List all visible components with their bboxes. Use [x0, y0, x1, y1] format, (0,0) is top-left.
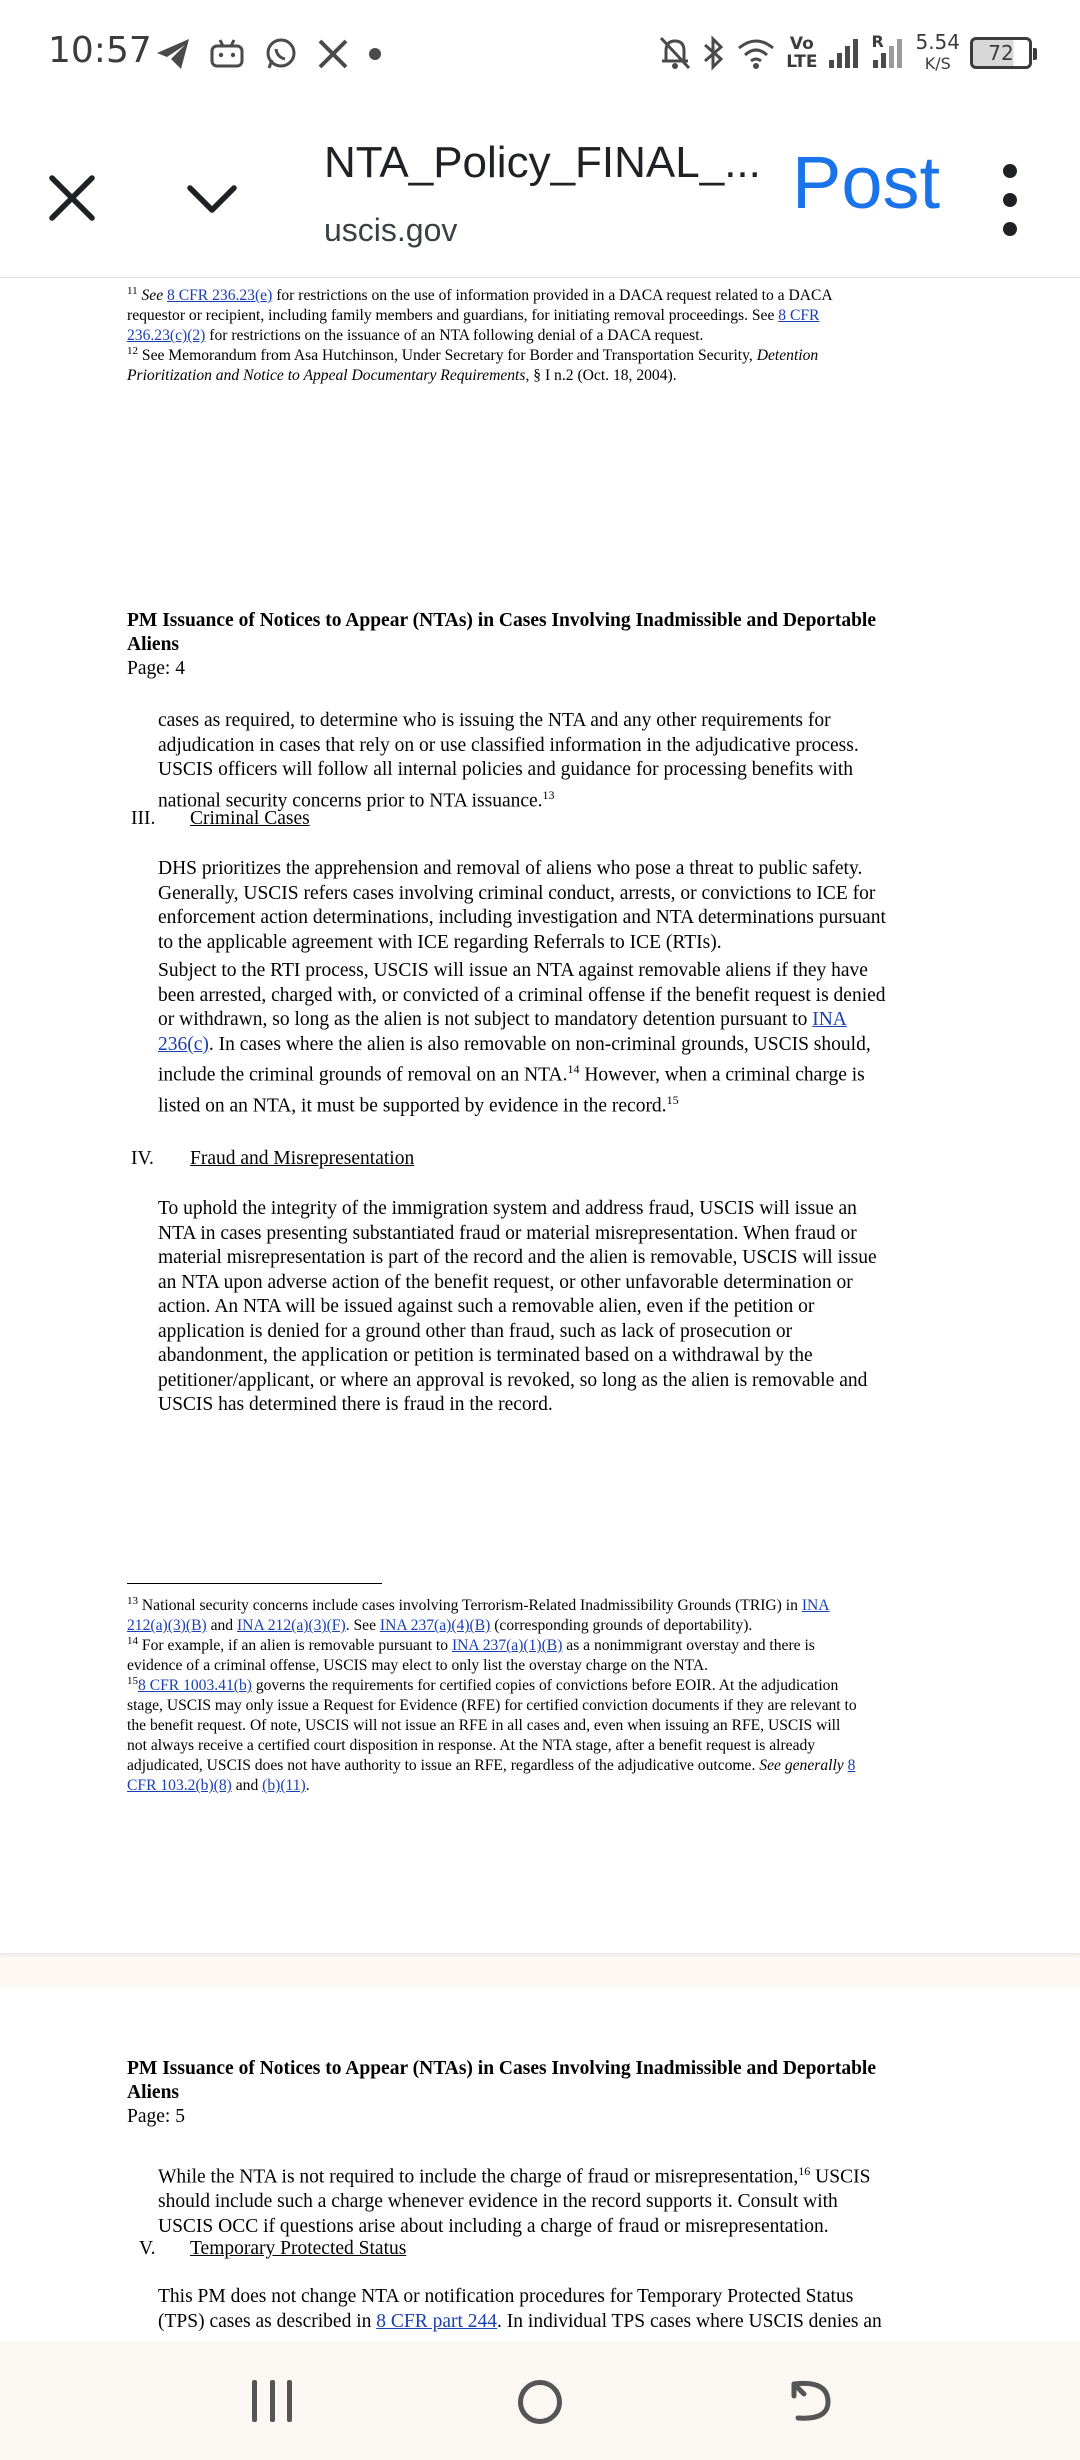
system-icons — [658, 26, 1032, 80]
title-line: Aliens — [127, 2082, 180, 2103]
paragraph — [158, 959, 958, 1119]
footnote-ref: 14 — [567, 1062, 580, 1076]
text-line: action. An NTA will be issued against such a removable alien, even if the petition or — [158, 1296, 815, 1317]
footnote-ref: 13 — [542, 787, 555, 802]
bilibili-icon — [209, 37, 245, 71]
ina-link[interactable]: INA 237(a)(4)(B) — [379, 1617, 491, 1635]
paragraph — [158, 2285, 958, 2334]
chevron-down-icon — [180, 166, 244, 230]
paragraph — [158, 857, 958, 955]
post-button[interactable]: Post — [792, 141, 941, 224]
page-header-title — [127, 609, 967, 657]
text-line: . In individual TPS cases where USCIS denies an — [497, 2310, 882, 2332]
dot-icon — [367, 46, 383, 62]
footnote-number: 12 — [127, 345, 138, 357]
close-button[interactable] — [40, 166, 104, 230]
footnote-text: and — [206, 1617, 237, 1635]
footnote-italic: See generally — [759, 1757, 844, 1775]
footnote-number: 15 — [127, 1675, 138, 1687]
text-line: abandonment, the application or petition is terminated based on a withdrawal by the — [158, 1345, 813, 1366]
back-button[interactable] — [788, 2378, 834, 2424]
ina-link[interactable]: INA — [801, 1597, 830, 1615]
signal-icon — [827, 36, 861, 70]
footnote-text: as a nonimmigrant overstay and there is — [562, 1637, 815, 1655]
battery-level: 72 — [988, 41, 1014, 65]
speed-unit: K/S — [924, 54, 951, 73]
footnote-text: (corresponding grounds of deportability). — [490, 1617, 753, 1635]
recents-button[interactable] — [252, 2380, 292, 2422]
page-number: Page: 4 — [127, 658, 185, 679]
section-label: Criminal Cases — [190, 808, 310, 829]
title-line: PM Issuance of Notices to Appear (NTAs) in Cases Involving Inadmissible and Deportable — [127, 2058, 876, 2079]
ina-link[interactable]: 212(a)(3)(B) — [127, 1617, 207, 1635]
text-line: cases as required, to determine who is issuing the NTA and any other requirements for — [158, 710, 831, 731]
page-header-title — [127, 2057, 967, 2105]
paragraph — [158, 2159, 958, 2239]
text-line: USCIS has determined there is fraud in the record. — [158, 1394, 553, 1415]
telegram-icon — [155, 37, 191, 71]
x-icon — [317, 38, 349, 70]
text-line: However, when a criminal charge is — [579, 1064, 865, 1086]
volte-indicator — [786, 35, 817, 71]
text-line: . In cases where the alien is also removable on non-criminal grounds, USCIS should, — [208, 1033, 871, 1055]
cfr-link[interactable]: 8 CFR part 244 — [376, 2310, 498, 2332]
footnote-divider — [127, 1583, 382, 1584]
home-button[interactable] — [518, 2380, 562, 2424]
footnote-text: stage, USCIS may only issue a Request for Evidence (RFE) for certified conviction documents if they are relevant to — [127, 1697, 857, 1715]
text-line: Subject to the RTI process, USCIS will issue an NTA against removable aliens if they have — [158, 960, 868, 981]
document-title: NTA_Policy_FINAL_... — [324, 138, 761, 187]
cfr-link[interactable]: (b)(11) — [262, 1777, 306, 1795]
footnote-text: , § I n.2 (Oct. 18, 2004). — [525, 367, 677, 385]
text-line: an NTA upon adverse action of the benefit request, or other unfavorable determination or — [158, 1271, 853, 1293]
footnote-text: not always receive a certified court disposition in response. At the NTA stage, after a benefit request is already — [127, 1737, 816, 1755]
text-line: adjudication in cases that rely on or use classified information in the adjudicative process. — [158, 734, 859, 756]
text-line: USCIS OCC if questions arise about including a charge of fraud or misrepresentation. — [158, 2215, 829, 2237]
footnote-14 — [127, 1631, 987, 1676]
document-viewer[interactable] — [0, 279, 1080, 2342]
text-line: petitioner/applicant, or where an approval is revoked, so long as the alien is removable and — [158, 1369, 868, 1391]
text-line: (TPS) cases as described in — [158, 2310, 377, 2332]
cfr-link[interactable]: 8 CFR — [778, 307, 820, 325]
footnote-number: 13 — [127, 1595, 138, 1607]
text-line: or withdrawn, so long as the alien is not subject to mandatory detention pursuant to — [158, 1009, 813, 1030]
footnote-15 — [127, 1671, 987, 1796]
footnote-11 — [127, 281, 987, 346]
footnote-text: for restrictions on the use of information provided in a DACA request related to a DACA — [272, 287, 833, 305]
speed-value: 5.54 — [915, 30, 960, 54]
page-number: Page: 5 — [127, 2106, 185, 2127]
footnote-text: evidence of a criminal offense, USCIS may elect to only list the overstay charge on the NTA. — [127, 1657, 709, 1675]
section-number: V. — [139, 2238, 156, 2259]
text-line: national security concerns prior to NTA issuance. — [158, 790, 543, 811]
pdf-page-4 — [0, 543, 1080, 1953]
footnote-text: the benefit request. Of note, USCIS will not issue an RFE in all cases and, even when issuing an RFE, USCIS will — [127, 1717, 841, 1735]
footnote-text: National security concerns include cases involving Terrorism-Related Inadmissibility Grounds (TRIG) in — [138, 1597, 802, 1615]
more-options-dot — [1003, 222, 1017, 236]
text-line: application is denied for a ground other than fraud, such as lack of prosecution or — [158, 1320, 793, 1342]
footnote-text: See Memorandum from Asa Hutchinson, Under Secretary for Border and Transportation Security, — [138, 347, 757, 365]
ina-link[interactable]: 236(c) — [158, 1033, 209, 1055]
more-options-dot — [1003, 164, 1017, 178]
paragraph — [158, 1197, 958, 1418]
text-line: To uphold the integrity of the immigration system and address fraud, USCIS will issue an — [158, 1198, 857, 1219]
text-line: USCIS — [810, 2166, 871, 2188]
pdf-page-5 — [0, 1987, 1080, 2342]
text-line: Generally, USCIS refers cases involving criminal conduct, arrests, or convictions to ICE for — [158, 882, 876, 904]
recents-icon — [252, 2380, 257, 2422]
ina-link[interactable]: INA — [812, 1009, 847, 1030]
more-options-dot — [1003, 193, 1017, 207]
text-line: to the applicable agreement with ICE regarding Referrals to ICE (RTIs). — [158, 931, 722, 953]
footnote-text: and — [231, 1777, 263, 1795]
footnote-number: 14 — [127, 1635, 138, 1647]
text-line: material misrepresentation is part of the record and the alien is removable, USCIS will issue — [158, 1247, 877, 1268]
document-domain: uscis.gov — [324, 212, 458, 248]
footnote-ref: 16 — [798, 2164, 811, 2178]
text-line: NTA in cases presenting substantiated fraud or material misrepresentation. When fraud or — [158, 1222, 857, 1244]
footnote-text: . — [305, 1777, 310, 1795]
status-time: 10:57 — [48, 30, 152, 71]
footnote-italic: Prioritization and Notice to Appeal Documentary Requirements — [127, 367, 526, 385]
footnote-text: See — [137, 287, 168, 305]
title-line: PM Issuance of Notices to Appear (NTAs) in Cases Involving Inadmissible and Deportable — [127, 610, 876, 631]
wifi-icon — [736, 36, 776, 70]
cfr-link[interactable]: 8 — [847, 1757, 856, 1775]
footnote-13 — [127, 1591, 987, 1636]
footnote-text: for restrictions on the issuance of an NTA following denial of a DACA request. — [205, 327, 704, 345]
viewer-header — [0, 108, 1080, 278]
battery-icon — [970, 37, 1032, 69]
text-line: should include such a charge whenever evidence in the record supports it. Consult with — [158, 2191, 838, 2212]
bluetooth-icon — [702, 35, 726, 71]
footnote-italic: Detention — [756, 347, 819, 365]
cfr-link[interactable]: CFR 103.2(b)(8) — [127, 1777, 232, 1795]
text-line: include the criminal grounds of removal on an NTA. — [158, 1064, 568, 1086]
recents-icon — [287, 2380, 292, 2422]
footnote-12 — [127, 341, 987, 386]
text-line: been arrested, charged with, or convicted of a criminal offense if the benefit request is denied — [158, 984, 886, 1006]
title-line: Aliens — [127, 634, 180, 655]
whatsapp-icon — [263, 36, 299, 72]
section-label: Fraud and Misrepresentation — [190, 1148, 415, 1169]
footnote-text: . See — [345, 1617, 380, 1635]
text-line: enforcement action determinations, including investigation and NTA determinations pursuant — [158, 907, 886, 928]
text-line: DHS prioritizes the apprehension and removal of aliens who pose a threat to public safety. — [158, 858, 863, 879]
ina-link[interactable]: INA 212(a)(3)(F) — [236, 1617, 346, 1635]
back-icon — [788, 2378, 834, 2424]
section-label: Temporary Protected Status — [190, 2238, 407, 2259]
text-line: listed on an NTA, it must be supported by evidence in the record. — [158, 1095, 667, 1117]
section-number: III. — [131, 808, 156, 829]
footnote-text: For example, if an alien is removable pursuant to — [138, 1637, 452, 1655]
roaming-label: R — [871, 32, 884, 51]
more-options-button[interactable] — [990, 164, 1030, 236]
signal-roaming-icon — [871, 32, 905, 70]
navigation-bar — [0, 2342, 1080, 2460]
recents-icon — [270, 2380, 275, 2422]
text-line: While the NTA is not required to include the charge of fraud or misrepresentation, — [158, 2166, 799, 2188]
collapse-button[interactable] — [180, 166, 244, 230]
status-bar — [0, 0, 1080, 108]
paragraph — [158, 709, 958, 814]
footnote-ref: 15 — [666, 1093, 679, 1107]
footnote-text: governs the requirements for certified copies of convictions before EOIR. At the adjudication — [251, 1677, 839, 1695]
cfr-link[interactable]: 8 CFR 236.23(e) — [167, 287, 273, 305]
ina-link[interactable]: INA 237(a)(1)(B) — [451, 1637, 563, 1655]
volte-bottom: LTE — [786, 52, 818, 72]
footnote-text: adjudicated, USCIS does not have authority to issue an RFE, regardless of the adjudicative outcome. — [127, 1757, 760, 1775]
notification-icons — [155, 30, 383, 78]
cfr-link[interactable]: 236.23(c)(2) — [127, 327, 206, 345]
footnote-number: 11 — [127, 285, 138, 297]
text-line: USCIS officers will follow all internal policies and guidance for processing benefits with — [158, 759, 853, 780]
network-speed — [915, 32, 960, 74]
volte-top: Vo — [789, 34, 814, 54]
text-line: This PM does not change NTA or notification procedures for Temporary Protected Status — [158, 2286, 854, 2307]
bell-off-icon — [658, 35, 692, 71]
footnote-text: requestor or recipient, including family members and guardians, for initiating removal proceedings. See — [127, 307, 779, 325]
section-number: IV. — [131, 1148, 154, 1169]
cfr-link[interactable]: 8 CFR 1003.41(b) — [138, 1677, 252, 1695]
close-icon — [40, 166, 104, 230]
